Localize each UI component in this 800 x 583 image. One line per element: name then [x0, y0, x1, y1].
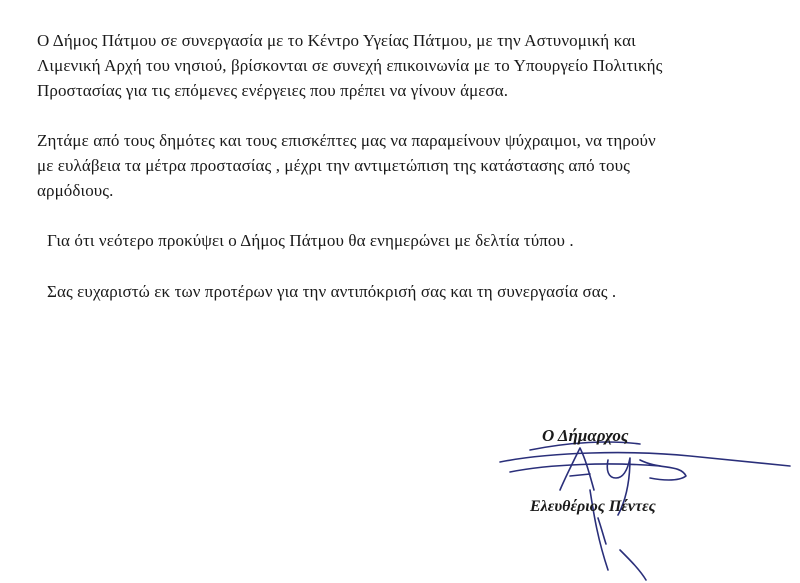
- paragraph-thanks: Σας ευχαριστώ εκ των προτέρων για την αντιπόκρισή σας και τη συνεργασία σας .: [47, 282, 617, 301]
- paragraph-line: Ο Δήμος Πάτμου σε συνεργασία με το Κέντρο Υγείας Πάτμου, με την Αστυνομική και: [37, 31, 636, 50]
- signature-stroke: [570, 474, 590, 476]
- paragraph-line: Προστασίας για τις επόμενες ενέργειες που πρέπει να γίνουν άμεσα.: [37, 81, 509, 100]
- paragraph-updates: Για ότι νεότερο προκύψει ο Δήμος Πάτμου θα ενημερώνει με δελτία τύπου .: [47, 231, 574, 250]
- signature-name: Ελευθέριος Πέντες: [530, 498, 656, 515]
- paragraph-line: με ευλάβεια τα μέτρα προστασίας , μέχρι την αντιμετώπιση της κατάστασης από τους: [37, 156, 630, 175]
- signature-block: [490, 420, 800, 583]
- signature-stroke: [640, 460, 686, 480]
- paragraph-request: [37, 128, 656, 203]
- signature-stroke: [510, 464, 660, 472]
- signature-stroke: [620, 550, 646, 580]
- signature-stroke: [500, 453, 790, 466]
- paragraph-line: Λιμενική Αρχή του νησιού, βρίσκονται σε συνεχή επικοινωνία με το Υπουργείο Πολιτικής: [37, 56, 663, 75]
- paragraph-line: Ζητάμε από τους δημότες και τους επισκέπτες μας να παραμείνουν ψύχραιμοι, να τηρούν: [37, 131, 656, 150]
- signature-title: Ο Δήμαρχος: [542, 426, 629, 445]
- paragraph-coordination: [37, 28, 662, 103]
- paragraph-line: αρμόδιους.: [37, 181, 114, 200]
